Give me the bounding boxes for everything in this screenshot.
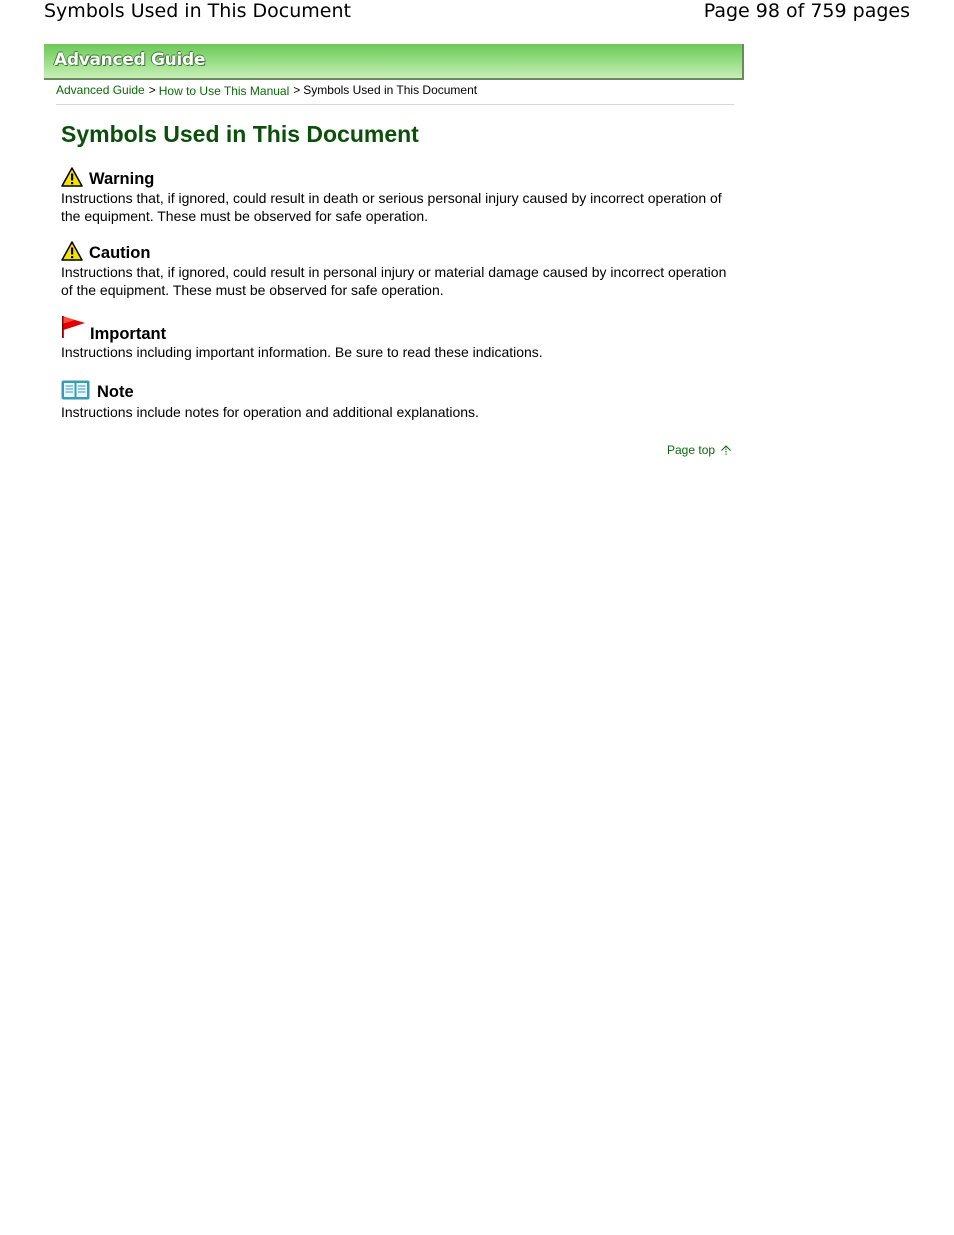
breadcrumb-link-how-to-use[interactable]: How to Use This Manual (158, 84, 290, 98)
page-title: Symbols Used in This Document (61, 121, 419, 147)
section-text: Instructions that, if ignored, could result in death or serious personal injury caused by incorrect operation of the equipment. These must be observed for safe operation. (61, 190, 722, 224)
section-text: Instructions include notes for operation and additional explanations. (61, 404, 479, 420)
breadcrumb (56, 83, 477, 97)
section-heading (61, 380, 731, 404)
print-header-page-info: Page 98 of 759 pages (703, 0, 910, 22)
breadcrumb-separator: > (148, 83, 156, 97)
section-label: Warning (89, 169, 155, 188)
banner-logo: Advanced Guide (54, 50, 206, 70)
caution-triangle-icon (61, 241, 83, 266)
section-heading (61, 168, 731, 190)
red-flag-icon (61, 315, 87, 344)
print-header-title: Symbols Used in This Document (44, 0, 351, 22)
page-top-link[interactable] (667, 443, 732, 457)
section-label: Important (90, 325, 167, 343)
breadcrumb-current: Symbols Used in This Document (303, 83, 478, 97)
section-note (61, 380, 731, 422)
advanced-guide-banner (44, 44, 744, 80)
breadcrumb-link-advanced-guide[interactable]: Advanced Guide (56, 83, 145, 97)
section-text: Instructions including important information. Be sure to read these indications. (61, 344, 543, 360)
warning-triangle-icon (61, 167, 83, 192)
section-caution (61, 242, 731, 299)
section-heading (61, 318, 731, 344)
section-label: Note (97, 382, 134, 401)
open-book-icon (61, 380, 90, 405)
section-label: Caution (89, 243, 151, 262)
page-top-label: Page top (667, 443, 716, 457)
section-heading (61, 242, 731, 264)
print-header (0, 0, 954, 28)
section-text: Instructions that, if ignored, could result in personal injury or material damage caused by incorrect operation of the equipment. These must be observed for safe operation. (61, 264, 727, 298)
section-warning (61, 168, 731, 225)
breadcrumb-divider (56, 104, 734, 105)
section-important (61, 318, 731, 362)
up-arrow-icon (720, 444, 732, 456)
breadcrumb-separator: > (293, 83, 301, 97)
